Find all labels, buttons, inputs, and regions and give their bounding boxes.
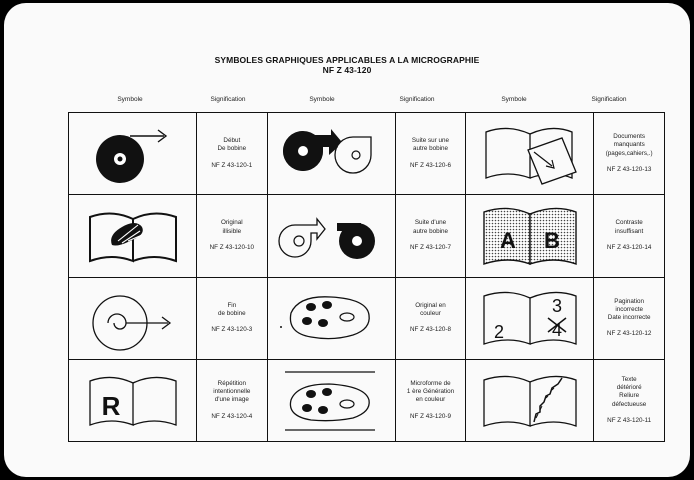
standard-ref: NF Z 43-120-13 [606, 165, 652, 173]
document-standard-ref: NF Z 43-120 [322, 65, 372, 75]
meaning-line: Original en [415, 301, 446, 309]
signification-cell [594, 195, 665, 277]
page-number-wrong: 4 [551, 320, 562, 341]
page-number-right: 3 [551, 296, 562, 317]
standard-ref: NF Z 43-120-11 [607, 416, 652, 424]
signification-cell [197, 277, 268, 359]
incorrect-pagination-icon [470, 280, 590, 356]
symbol-cell [466, 359, 594, 441]
signification-cell [197, 195, 268, 277]
meaning-line: détérioré [616, 383, 642, 391]
column-header-symbole-1: Symbole [117, 96, 143, 103]
symbol-cell [267, 359, 395, 441]
column-header-signification-3: Signification [591, 96, 627, 103]
standard-ref: NF Z 43-120-7 [410, 244, 451, 252]
meaning-line: Date incorrecte [607, 314, 651, 322]
table-row [69, 277, 665, 359]
meaning-line: Suite sur une [411, 137, 450, 145]
signification-cell [395, 195, 466, 277]
standard-ref: NF Z 43-120-4 [211, 412, 253, 420]
letter-b: B [543, 227, 560, 253]
standard-ref: NF Z 43-120-12 [606, 330, 652, 338]
page-number-left: 2 [493, 322, 504, 343]
meaning-line: autre bobine [412, 227, 448, 235]
meaning-line: illisible [222, 227, 242, 235]
symbol-cell [466, 113, 594, 195]
meaning-line: autre bobine [412, 145, 448, 153]
reel-continued-from-icon [271, 201, 391, 271]
column-header-symbole-2: Symbole [309, 96, 335, 103]
meaning-line: Original [220, 219, 243, 227]
meaning-line: manquants [613, 141, 645, 149]
insufficient-contrast-icon [470, 198, 590, 274]
column-header-signification-1: Signification [210, 96, 246, 103]
meaning-line: Début [223, 137, 241, 145]
meaning-line: Microforme de [410, 379, 451, 387]
document-title: SYMBOLES GRAPHIQUES APPLICABLES A LA MICROGRAPHIE [214, 55, 480, 65]
column-header-symbole-3: Symbole [501, 96, 527, 103]
standard-ref: NF Z 43-120-9 [410, 412, 451, 420]
reel-start-icon [78, 119, 188, 189]
signification-cell [395, 113, 466, 195]
meaning-line: incorrecte [615, 305, 643, 313]
symbol-cell [466, 195, 594, 277]
damaged-text-icon [470, 362, 590, 438]
table-row [69, 359, 665, 441]
reel-end-icon [78, 283, 188, 353]
signification-cell [594, 359, 665, 441]
standard-ref: NF Z 43-120-14 [606, 244, 652, 252]
meaning-line: d'une image [214, 396, 249, 404]
table-row [69, 113, 665, 195]
signification-cell [395, 277, 466, 359]
meaning-line: couleur [420, 309, 441, 317]
reel-continues-icon [271, 119, 391, 189]
symbol-cell [267, 195, 395, 277]
meaning-line: intentionnelle [213, 388, 251, 396]
symbol-cell [69, 359, 197, 441]
signification-cell [594, 277, 665, 359]
signification-cell [594, 113, 665, 195]
standard-ref: NF Z 43-120-10 [209, 244, 255, 252]
standard-ref: NF Z 43-120-3 [211, 326, 253, 334]
first-generation-microform-icon [271, 362, 391, 438]
standard-ref: NF Z 43-120-1 [211, 161, 253, 169]
column-header-signification-2: Signification [399, 96, 435, 103]
meaning-line: Suite d'une [414, 219, 447, 227]
image-repetition-icon [78, 365, 188, 435]
meaning-line: (pages,cahiers,.) [605, 149, 653, 157]
meaning-line: en couleur [415, 396, 446, 404]
table-row [69, 195, 665, 277]
color-original-icon [271, 283, 391, 353]
symbol-cell [69, 113, 197, 195]
symbol-cell [267, 113, 395, 195]
signification-cell [197, 359, 268, 441]
meaning-line: De bobine [217, 145, 247, 153]
symbol-cell [267, 277, 395, 359]
standard-ref: NF Z 43-120-6 [410, 161, 451, 169]
signification-cell [395, 359, 466, 441]
symbol-cell [69, 277, 197, 359]
meaning-line: Contraste [615, 219, 643, 227]
symbol-cell [466, 277, 594, 359]
meaning-line: Reliure [619, 392, 640, 400]
meaning-line: Documents [613, 133, 646, 141]
meaning-line: Texte [621, 375, 637, 383]
meaning-line: Répétition [217, 379, 246, 387]
illegible-original-icon [78, 201, 188, 271]
letter-a: A [499, 227, 516, 253]
meaning-line: de bobine [217, 309, 246, 317]
meaning-line: insuffisant [615, 227, 644, 235]
meaning-line: Fin [227, 301, 237, 309]
meaning-line: défectueuse [612, 400, 647, 408]
letter-r: R [101, 391, 120, 422]
standard-ref: NF Z 43-120-8 [410, 326, 451, 334]
missing-documents-icon [470, 116, 590, 192]
signification-cell [197, 113, 268, 195]
symbol-cell [69, 195, 197, 277]
meaning-line: 1 ère Génération [406, 388, 455, 396]
symbol-table [68, 112, 665, 442]
meaning-line: Pagination [614, 297, 645, 305]
